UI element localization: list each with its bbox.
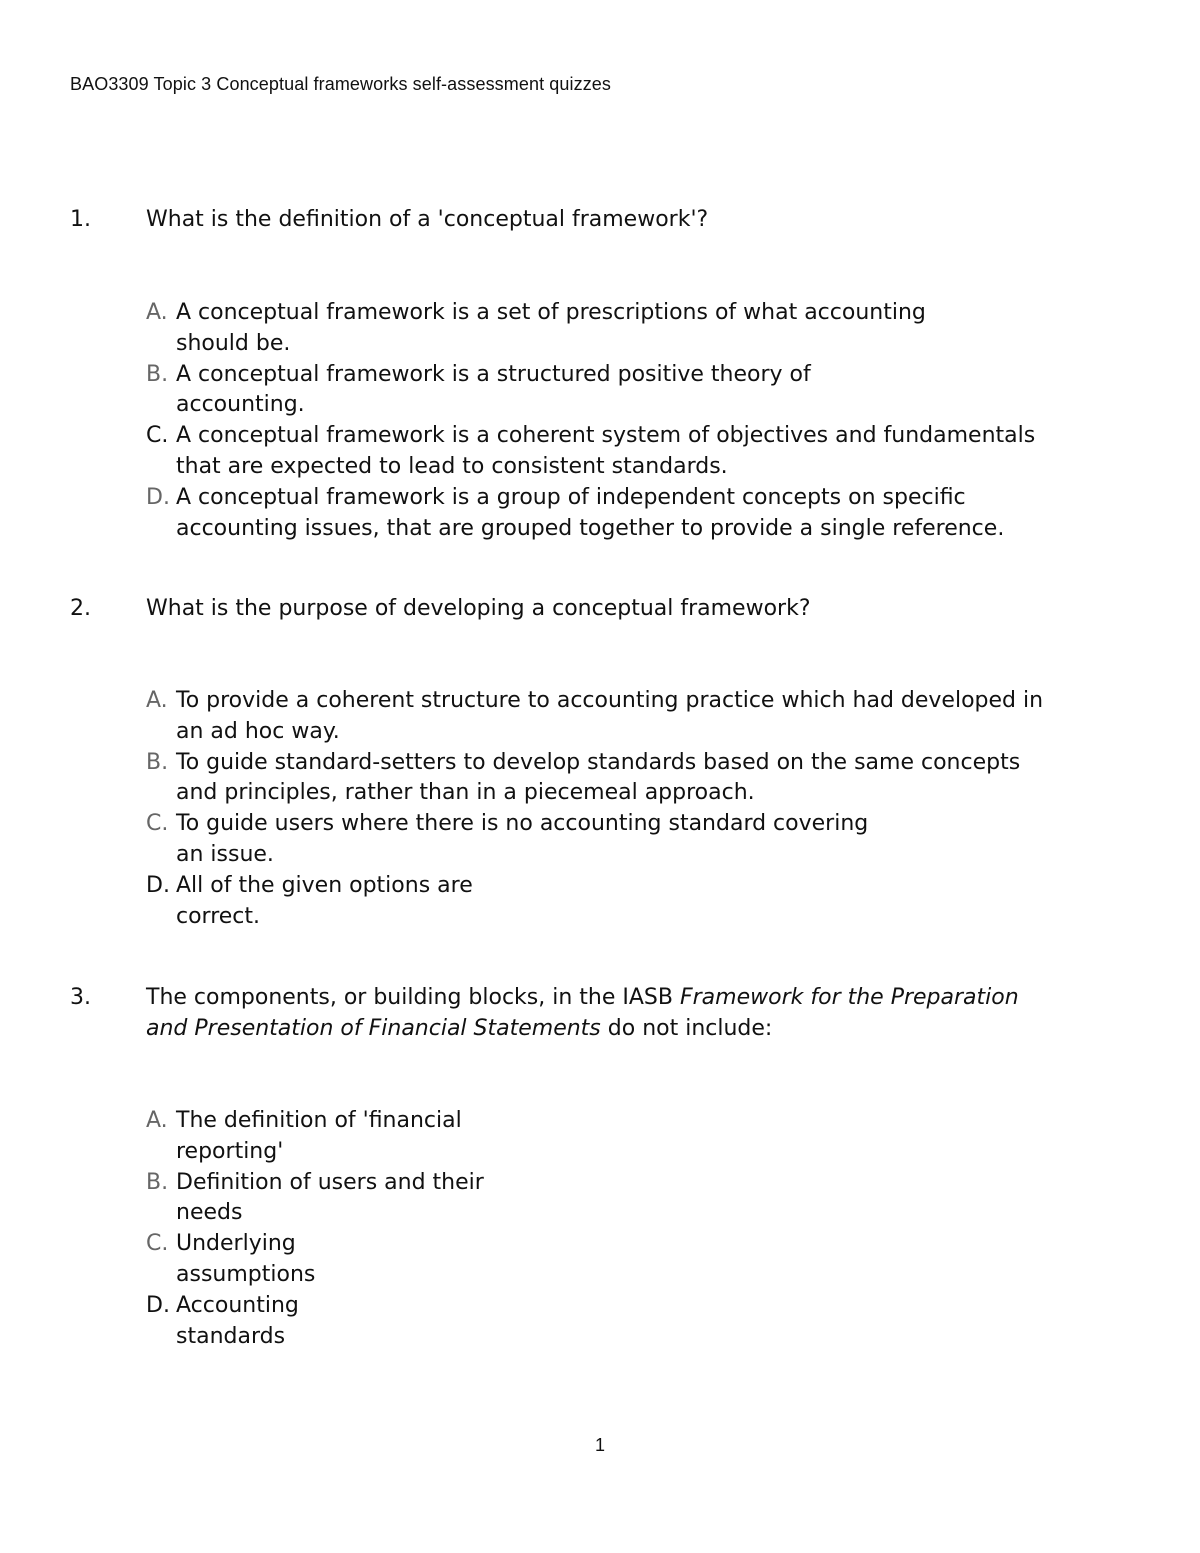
question-1-options: [146, 298, 1136, 544]
option-text-line1: The definition of 'financial: [176, 1108, 462, 1133]
option-text-line2: assumptions: [176, 1261, 316, 1287]
page-header: BAO3309 Topic 3 Conceptual frameworks self-assessment quizzes: [70, 74, 612, 94]
question-text: What is the definition of a 'conceptual framework'?: [146, 207, 709, 232]
option-text-line1: A conceptual framework is a structured positive theory of: [176, 361, 811, 387]
option-text-line2: an issue.: [176, 841, 274, 867]
option-a: [146, 1106, 1136, 1168]
option-text-line1: A conceptual framework is a coherent system of objectives and fundamentals: [176, 423, 1036, 449]
option-letter: A.: [146, 300, 168, 325]
option-letter: B.: [146, 749, 169, 775]
question-number: 1.: [70, 207, 91, 232]
option-text-line1: Underlying: [176, 1231, 296, 1257]
option-letter: C.: [146, 423, 169, 449]
option-a: [146, 686, 1136, 748]
option-letter: A.: [146, 688, 168, 713]
question-number: 3.: [70, 985, 91, 1010]
option-d: [146, 871, 1136, 933]
option-text-line2: should be.: [176, 330, 291, 356]
option-text-line2: correct.: [176, 903, 261, 929]
option-a: [146, 298, 1136, 360]
question-text-italic2: and Presentation of Financial Statements: [146, 1016, 601, 1041]
option-text-line2: reporting': [176, 1138, 284, 1164]
option-text-line2: that are expected to lead to consistent standards.: [176, 453, 728, 479]
option-text-line1: To guide standard-setters to develop standards based on the same concepts: [176, 749, 1021, 775]
option-d: [146, 1291, 1136, 1353]
question-text: [146, 982, 1116, 1044]
option-text-line1: To provide a coherent structure to accounting practice which had developed in: [176, 688, 1044, 713]
option-b: [146, 1168, 1136, 1230]
option-text-line2: accounting issues, that are grouped together to provide a single reference.: [176, 515, 1005, 541]
option-text-line1: A conceptual framework is a group of independent concepts on specific: [176, 484, 966, 510]
option-c: [146, 1229, 1136, 1291]
page-number: 1: [594, 1435, 605, 1455]
option-text-line1: All of the given options are: [176, 872, 473, 898]
option-c: [146, 809, 1136, 871]
option-b: [146, 360, 1136, 422]
option-text-line2: accounting.: [176, 392, 305, 418]
option-letter: B.: [146, 361, 169, 387]
question-3: [70, 982, 1130, 1052]
option-text-line1: To guide users where there is no accounting standard covering: [176, 811, 869, 837]
option-letter: B.: [146, 1169, 169, 1195]
option-text-line2: and principles, rather than in a piecemeal approach.: [176, 780, 755, 806]
option-d: [146, 483, 1136, 545]
option-text-line2: needs: [176, 1200, 243, 1226]
question-text-part2: do not include:: [600, 1016, 773, 1041]
question-text: What is the purpose of developing a conceptual framework?: [146, 596, 811, 621]
option-letter: D.: [146, 1292, 170, 1318]
option-text-line1: Accounting: [176, 1292, 299, 1318]
question-text-italic1: Framework for the Preparation: [679, 985, 1019, 1010]
option-c: [146, 421, 1136, 483]
question-3-options: [146, 1106, 1136, 1352]
option-letter: A.: [146, 1108, 168, 1133]
option-text-line2: an ad hoc way.: [176, 718, 340, 744]
option-letter: C.: [146, 811, 169, 837]
option-letter: D.: [146, 484, 170, 510]
option-text-line1: A conceptual framework is a set of prescriptions of what accounting: [176, 300, 926, 325]
question-text-part1: The components, or building blocks, in the IASB: [146, 985, 680, 1010]
option-letter: C.: [146, 1231, 169, 1257]
question-2-options: [146, 686, 1136, 932]
question-number: 2.: [70, 596, 91, 621]
option-text-line1: Definition of users and their: [176, 1169, 484, 1195]
option-text-line2: standards: [176, 1323, 286, 1349]
option-letter: D.: [146, 872, 170, 898]
option-b: [146, 748, 1136, 810]
